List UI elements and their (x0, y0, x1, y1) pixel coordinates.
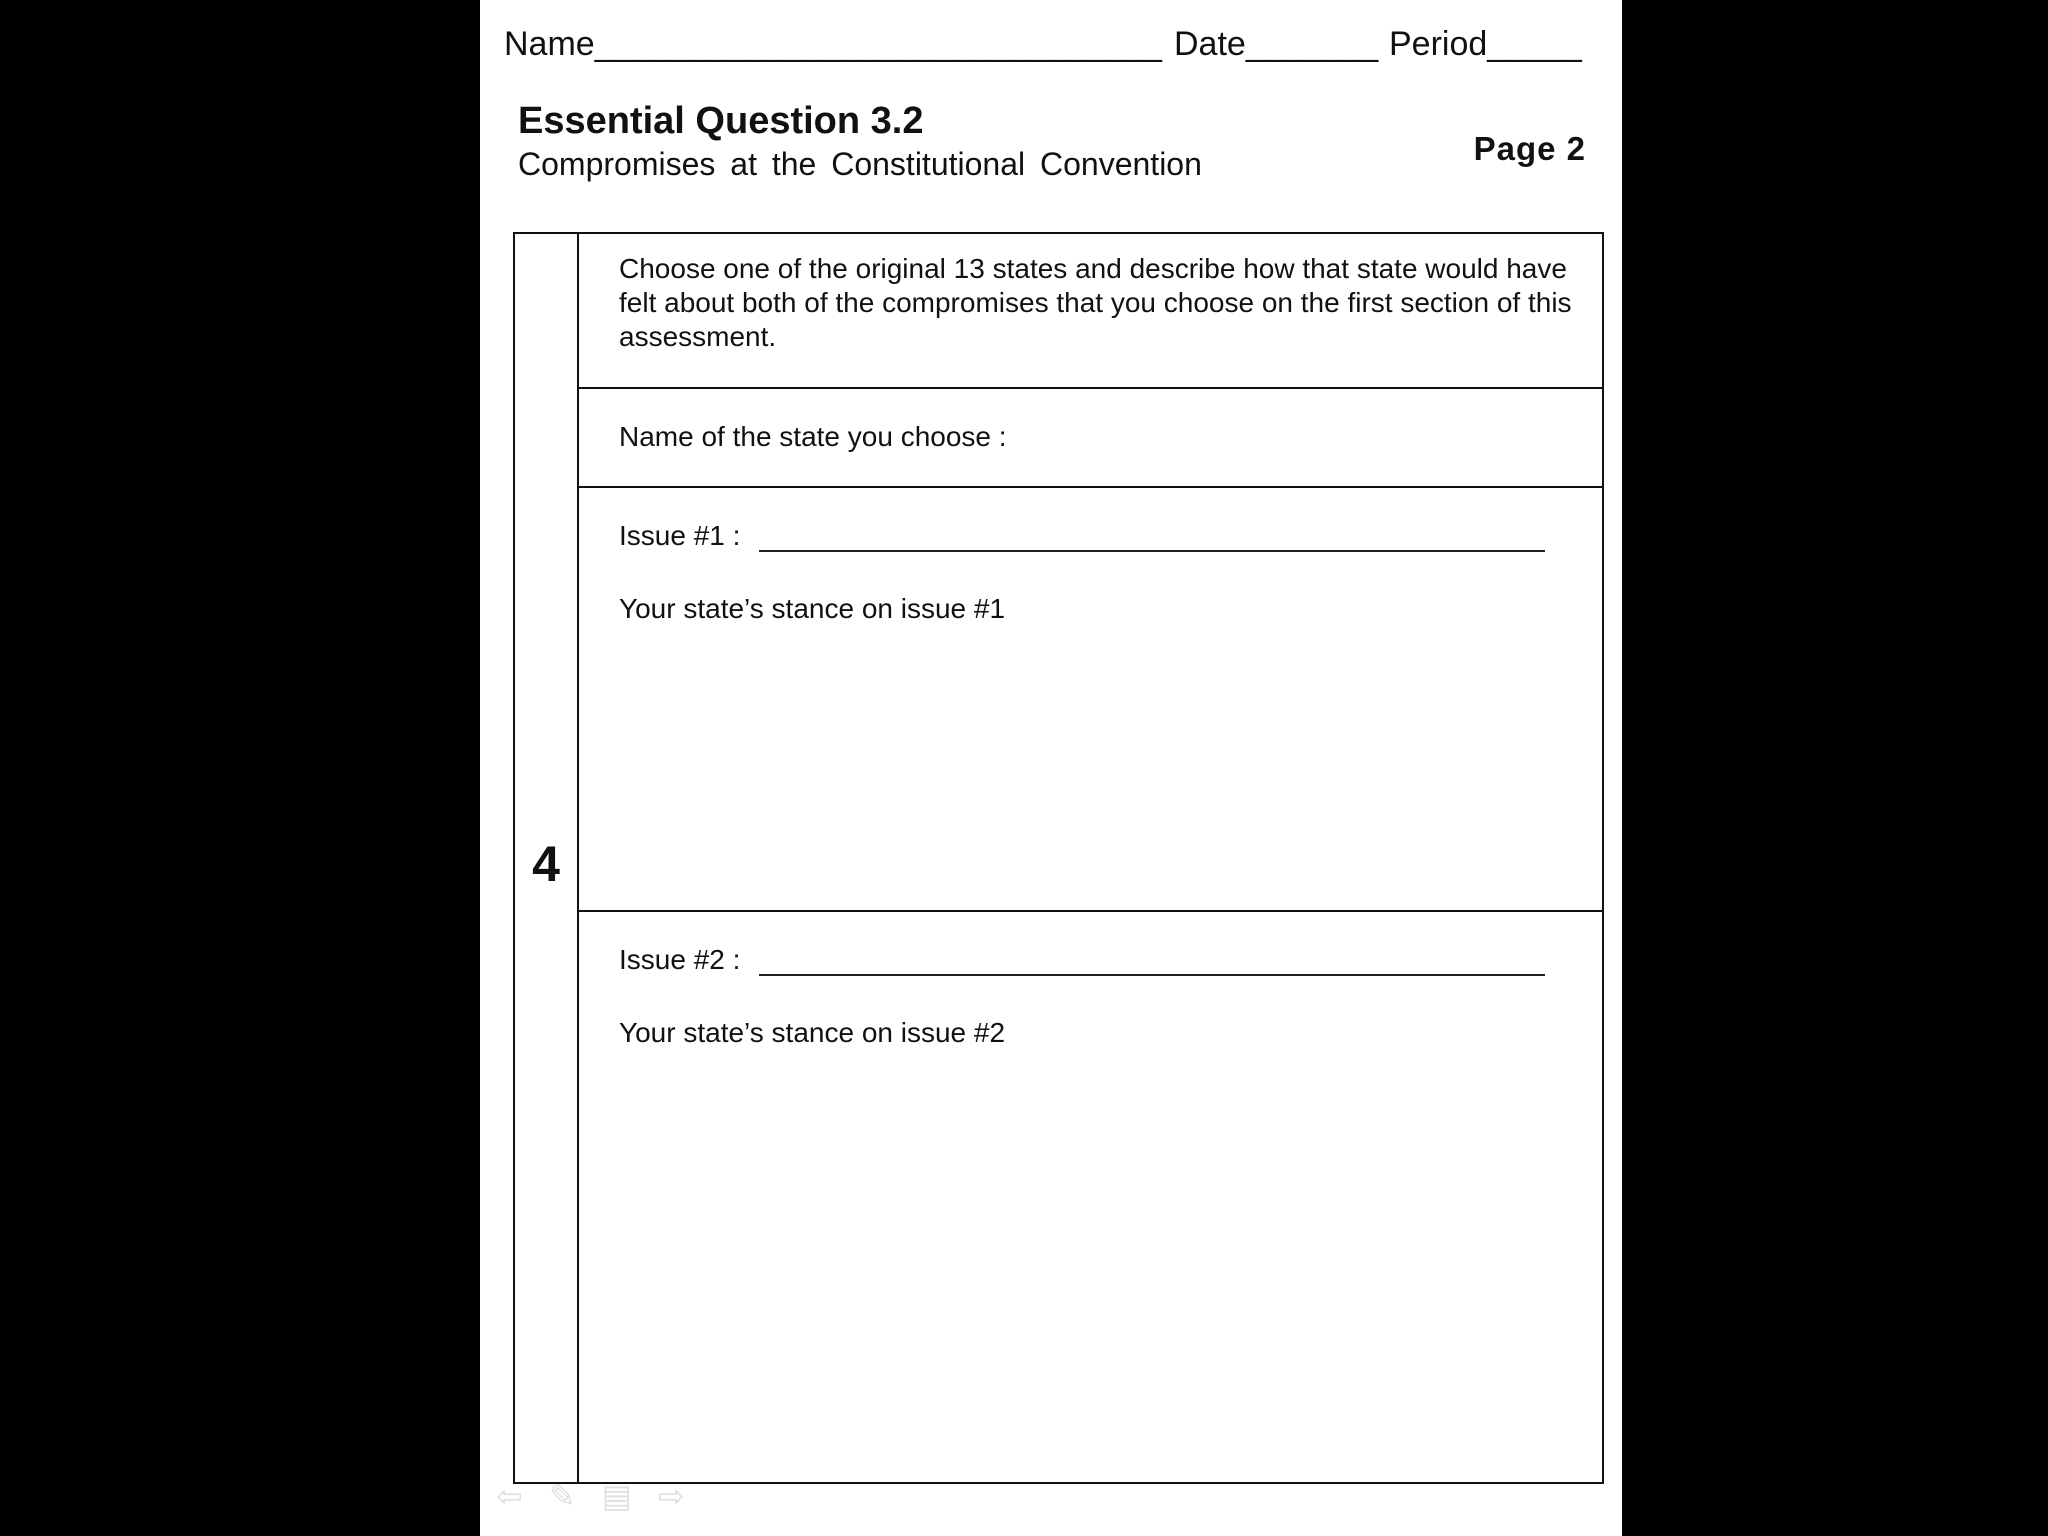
question-number: 4 (532, 836, 560, 892)
instructions-text: Choose one of the original 13 states and describe how that state would have felt about both of the compromises that you choose on the first section of this assessment. (619, 253, 1572, 352)
state-name-cell (579, 389, 1604, 488)
arrow-right-icon[interactable]: ⇨ (657, 1477, 685, 1515)
issue-2-label: Issue #2 : (619, 944, 741, 975)
issue-1-stance-prompt: Your state’s stance on issue #1 (619, 593, 1006, 624)
period-field-line: Period_____ (1389, 25, 1582, 63)
state-name-prompt: Name of the state you choose : (619, 421, 1007, 452)
page-number: Page 2 (1473, 130, 1586, 167)
date-field-line: Date_______ (1174, 25, 1379, 63)
question-table (513, 232, 1604, 1484)
worksheet-page (480, 0, 1622, 1536)
instructions-cell (579, 234, 1604, 389)
question-number-column (515, 234, 579, 1482)
issue-2-stance-prompt: Your state’s stance on issue #2 (619, 1017, 1006, 1048)
page-subtitle: Compromises at the Constitutional Convention (518, 146, 1202, 182)
issue-2-cell (579, 912, 1604, 1484)
page-title: Essential Question 3.2 (518, 100, 924, 142)
issue-1-answer-line (759, 550, 1545, 552)
pen-icon[interactable]: ✎ (548, 1477, 576, 1515)
issue-1-cell (579, 488, 1604, 912)
name-field-line: Name______________________________ (504, 25, 1162, 63)
slide-menu-icon[interactable]: ▤ (601, 1477, 632, 1515)
slide-nav-toolbar (496, 1478, 685, 1514)
issue-1-label: Issue #1 : (619, 520, 741, 551)
arrow-left-icon[interactable]: ⇦ (496, 1477, 523, 1515)
issue-2-answer-line (759, 974, 1545, 976)
